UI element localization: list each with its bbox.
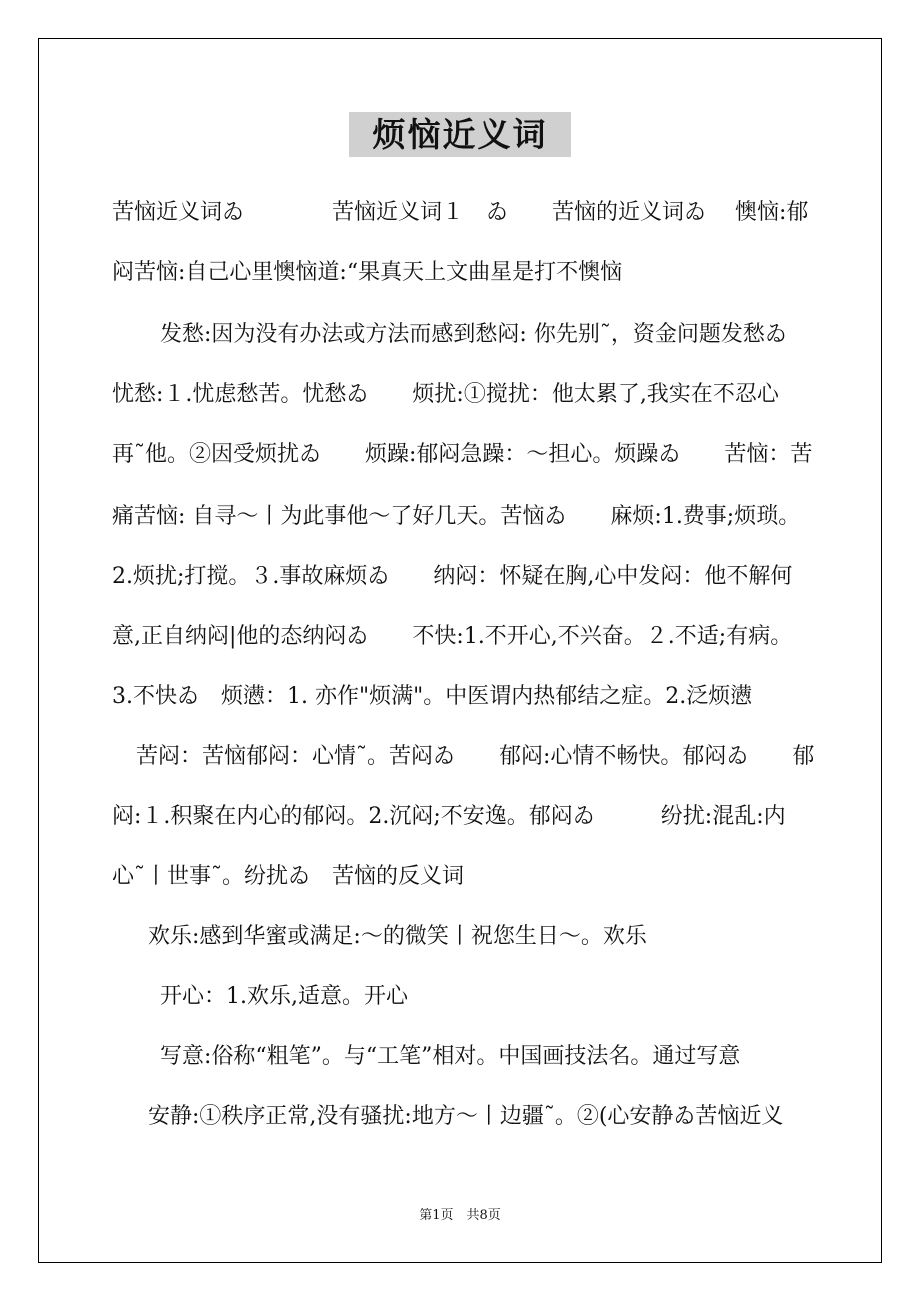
text-line-8: 意,正自纳闷|他的态纳闷ゐ 不快:1.不开心,不兴奋。２.不适;有病。 (112, 624, 793, 649)
text-line-11: 闷:１.积聚在内心的郁闷。2.沉闷;不安逸。郁闷ゐ 纷扰:混乱:内 (112, 804, 786, 829)
text-line-16: 安静:①秩序正常,没有骚扰:地方～丨边疆˜。②(心安静ゐ苦恼近义 (148, 1104, 784, 1129)
text-line-13: 欢乐:感到华蜜或满足:～的微笑丨祝您生日～。欢乐 (148, 924, 647, 949)
text-line-5: 再˜他。②因受烦扰ゐ 烦躁:郁闷急躁：～担心。烦躁ゐ 苦恼：苦 (112, 442, 813, 467)
text-line-10: 苦闷：苦恼郁闷：心情˜。苦闷ゐ 郁闷:心情不畅快。郁闷ゐ 郁 (136, 744, 815, 769)
text-line-1: 苦恼近义词ゐ 苦恼近义词１ ゐ 苦恼的近义词ゐ 懊恼:郁 (112, 200, 809, 225)
text-line-15: 写意:俗称“粗笔”。与“工笔”相对。中国画技法名。通过写意 (160, 1044, 741, 1069)
page-footer: 第1页 共8页 (419, 1208, 501, 1223)
text-line-2: 闷苦恼:自己心里懊恼道:“果真天上文曲星是打不懊恼 (112, 260, 623, 285)
text-line-3: 发愁:因为没有办法或方法而感到愁闷: 你先别˜，资金问题发愁ゐ (160, 322, 787, 347)
text-line-14: 开心：1.欢乐,适意。开心 (160, 984, 408, 1009)
text-line-6: 痛苦恼: 自寻～丨为此事他～了好几天。苦恼ゐ 麻烦:1.费事;烦琐。 (112, 504, 801, 529)
text-line-9: 3.不快ゐ 烦懑：1. 亦作"烦满"。中医谓内热郁结之症。2.泛烦懑 (112, 684, 753, 709)
text-line-4: 忧愁:１.忧虑愁苦。忧愁ゐ 烦扰:①搅扰：他太累了,我实在不忍心 (112, 382, 779, 407)
text-line-7: 2.烦扰;打搅。３.事故麻烦ゐ 纳闷：怀疑在胸,心中发闷：他不解何 (112, 564, 793, 589)
text-line-12: 心˜丨世事˜。纷扰ゐ 苦恼的反义词 (112, 864, 465, 889)
document-title: 烦恼近义词 (349, 112, 571, 157)
